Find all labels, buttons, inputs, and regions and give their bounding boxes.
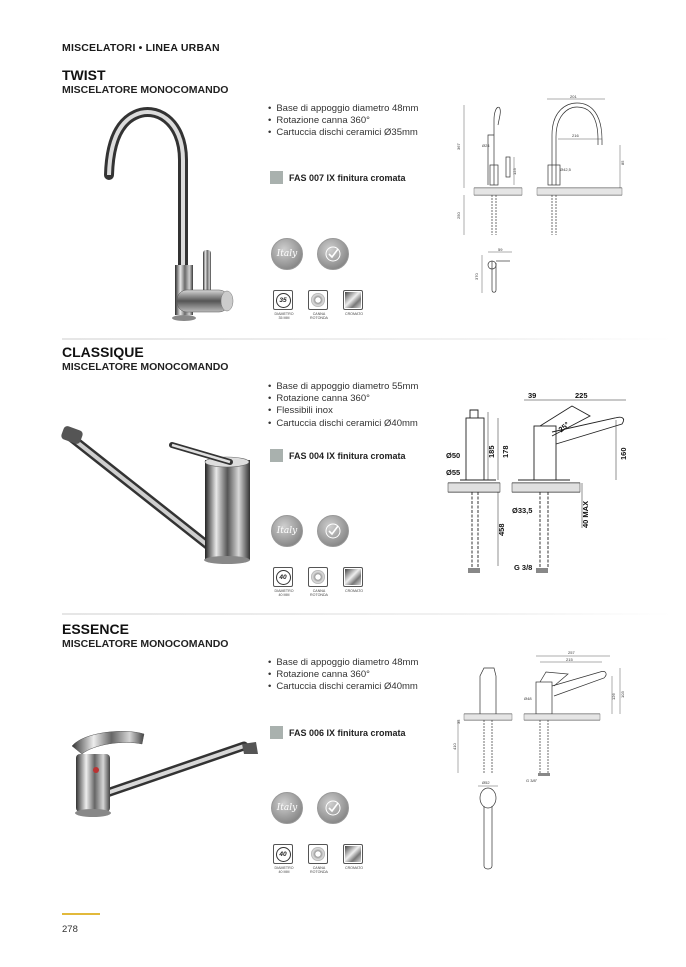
svg-text:367: 367 [456,143,461,150]
product-title: CLASSIQUE [62,344,144,360]
diameter-icon: 40 [273,567,293,587]
product-photo-classique [60,410,260,575]
svg-text:225: 225 [575,391,588,400]
svg-text:Ø24: Ø24 [482,143,490,148]
quality-check-icon [317,238,349,270]
finish-swatch [270,171,283,184]
svg-text:185: 185 [487,445,496,458]
svg-text:Ø50: Ø50 [446,451,461,460]
feature-item: • Base di appoggio diametro 48mm [268,657,418,669]
product-photo-twist [95,100,245,335]
product-subtitle: MISCELATORE MONOCOMANDO [62,638,229,650]
svg-text:178: 178 [501,445,510,458]
section-divider [62,613,672,615]
product-code-essence [270,726,406,739]
svg-text:35: 35 [456,719,461,724]
feature-list-twist [268,103,418,140]
svg-text:370: 370 [474,273,479,280]
svg-text:G 3/8": G 3/8" [526,778,538,783]
feature-item: • Cartuccia dischi ceramici Ø35mm [268,127,418,139]
product-code: FAS 007 IX finitura cromata [289,172,406,183]
quality-check-icon [317,792,349,824]
product-title: ESSENCE [62,621,129,637]
section-title: MISCELATORI • LINEA URBAN [62,42,220,54]
svg-text:126: 126 [611,693,616,700]
round-spout-icon [308,290,328,310]
round-spout-feature: CANNA ROTONDA [308,290,330,321]
round-spout-icon [308,567,328,587]
svg-text:85: 85 [620,160,625,165]
chrome-finish-icon [343,567,363,587]
feature-item: • Base di appoggio diametro 55mm [268,381,418,393]
svg-text:25°: 25° [556,420,572,435]
svg-text:250: 250 [456,212,461,219]
product-code-classique [270,449,406,462]
technical-drawing-essence [450,648,630,873]
product-heading-twist [62,67,228,96]
chrome-finish-feature: CROMATO [343,290,365,321]
svg-text:Ø48: Ø48 [524,696,532,701]
svg-text:59: 59 [498,247,503,252]
svg-text:Ø42,5: Ø42,5 [560,167,571,172]
svg-text:410: 410 [452,743,457,750]
feature-item: • Cartuccia dischi ceramici Ø40mm [268,418,418,430]
feature-item: • Base di appoggio diametro 48mm [268,103,418,115]
chrome-finish-feature: CROMATO [343,844,365,875]
technical-drawing-classique [440,388,640,578]
quality-check-icon [317,515,349,547]
svg-text:Ø33,5: Ø33,5 [512,506,533,515]
diameter-feature: 35 DIAMETRO 35 MM [273,290,295,321]
page-number: 278 [62,924,78,935]
icon-group-classique [273,567,365,598]
diameter-icon: 35 [273,290,293,310]
finish-swatch [270,449,283,462]
product-heading-classique [62,344,228,373]
made-in-italy-badge: Italy [271,238,303,270]
svg-text:160: 160 [619,447,628,460]
product-heading-essence [62,621,228,650]
feature-item: • Flessibili inox [268,405,418,417]
svg-text:40 MAX: 40 MAX [581,500,590,528]
diameter-feature: 40 DIAMETRO 40 MM [273,567,295,598]
icon-group-essence [273,844,365,875]
product-code: FAS 006 IX finitura cromata [289,727,406,738]
feature-item: • Rotazione canna 360° [268,669,418,681]
round-spout-feature: CANNA ROTONDA [308,844,330,875]
round-spout-icon [308,844,328,864]
product-subtitle: MISCELATORE MONOCOMANDO [62,361,229,373]
svg-text:216: 216 [572,133,579,138]
feature-list-classique [268,381,418,430]
svg-text:Ø55: Ø55 [446,468,461,477]
svg-text:Ø52: Ø52 [482,780,490,785]
svg-text:201: 201 [570,95,577,99]
round-spout-feature: CANNA ROTONDA [308,567,330,598]
svg-text:103: 103 [620,691,625,698]
svg-text:123: 123 [512,168,517,175]
feature-item: • Cartuccia dischi ceramici Ø40mm [268,681,418,693]
chrome-finish-icon [343,290,363,310]
diameter-icon: 40 [273,844,293,864]
icon-group-twist [273,290,365,321]
svg-text:G 3/8: G 3/8 [514,563,533,572]
feature-list-essence [268,657,418,694]
chrome-finish-feature: CROMATO [343,567,365,598]
made-in-italy-badge: Italy [271,515,303,547]
finish-swatch [270,726,283,739]
svg-text:39: 39 [528,391,537,400]
svg-text:257: 257 [568,650,575,655]
svg-text:458: 458 [497,523,506,536]
product-code: FAS 004 IX finitura cromata [289,450,406,461]
section-divider [62,338,672,340]
made-in-italy-badge: Italy [271,792,303,824]
chrome-finish-icon [343,844,363,864]
feature-item: • Rotazione canna 360° [268,115,418,127]
product-code-twist [270,171,406,184]
diameter-feature: 40 DIAMETRO 40 MM [273,844,295,875]
product-title: TWIST [62,67,106,83]
feature-item: • Rotazione canna 360° [268,393,418,405]
product-photo-essence [64,724,264,829]
page-accent-bar [62,913,100,915]
product-subtitle: MISCELATORE MONOCOMANDO [62,84,229,96]
svg-text:215: 215 [566,657,573,662]
technical-drawing-twist [452,95,632,295]
